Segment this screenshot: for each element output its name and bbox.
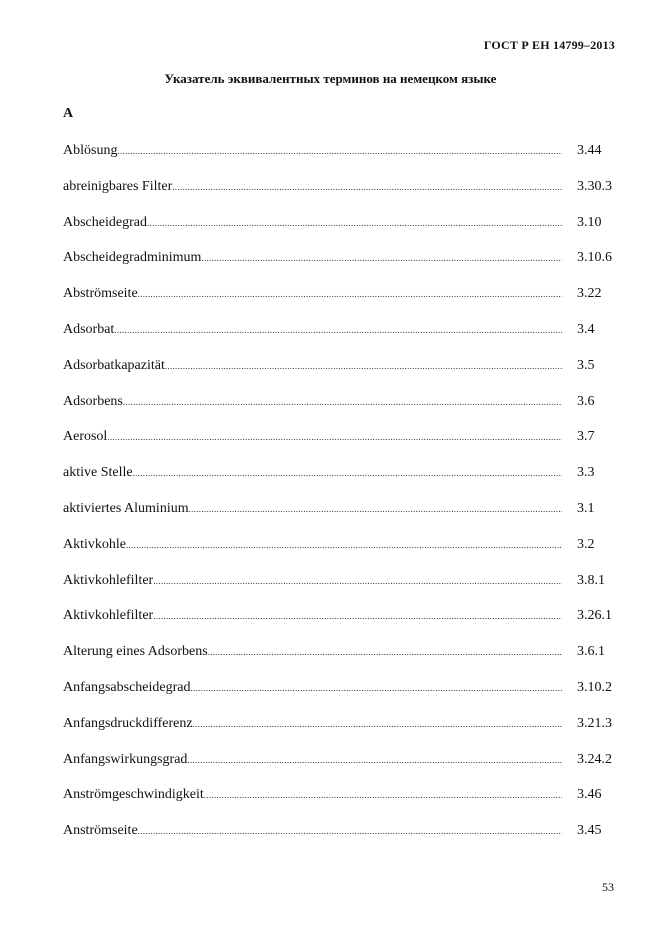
- index-entry: [63, 536, 623, 572]
- entry-reference: 3.30.3: [577, 178, 612, 194]
- entry-term: Anfangsdruckdifferenz: [63, 715, 193, 731]
- entry-reference: 3.26.1: [577, 608, 612, 624]
- dot-leader: [191, 679, 562, 697]
- dot-leader: [138, 285, 562, 303]
- index-entry: [63, 178, 623, 214]
- entry-term: Aktivkohlefilter: [63, 572, 154, 588]
- entry-term: Abscheidegradminimum: [63, 250, 202, 266]
- page-number: 53: [602, 880, 614, 894]
- dot-leader: [138, 822, 562, 840]
- entry-term: abreinigbares Filter: [63, 178, 173, 194]
- entry-reference: 3.44: [577, 143, 602, 158]
- index-entry: [63, 572, 623, 608]
- entry-term: Abströmseite: [63, 286, 138, 302]
- entry-reference: 3.46: [577, 787, 602, 803]
- index-entry: [63, 715, 623, 751]
- entry-reference: 3.10.6: [577, 250, 612, 266]
- entry-reference: 3.4: [577, 321, 595, 337]
- dot-leader: [208, 643, 562, 661]
- dot-leader: [187, 751, 562, 769]
- dot-leader: [107, 428, 562, 446]
- dot-leader: [189, 500, 562, 518]
- dot-leader: [147, 214, 562, 232]
- dot-leader: [133, 464, 562, 482]
- dot-leader: [114, 321, 562, 339]
- dot-leader: [201, 249, 562, 267]
- index-entry: [63, 428, 623, 464]
- dot-leader: [153, 572, 562, 590]
- entry-term: Anfangswirkungsgrad: [63, 751, 188, 767]
- index-entry: [63, 142, 623, 178]
- index-entry: [63, 679, 623, 715]
- entry-term: Abscheidegrad: [63, 214, 147, 230]
- index-entry: [63, 500, 623, 536]
- index-title: Указатель эквивалентных терминов на немецком языке: [164, 71, 497, 86]
- dot-leader: [153, 607, 562, 625]
- entry-reference: 3.24.2: [577, 751, 612, 767]
- entry-reference: 3.21.3: [577, 715, 612, 731]
- entry-term: Alterung eines Adsorbens: [63, 644, 208, 660]
- index-entry: [63, 357, 623, 393]
- index-entry: [63, 822, 623, 858]
- entry-reference: 3.8.1: [577, 572, 605, 588]
- index-entry: [63, 285, 623, 321]
- dot-leader: [126, 536, 562, 554]
- entry-reference: 3.3: [577, 465, 595, 481]
- entry-term: Aerosol: [63, 429, 108, 445]
- entry-reference: 3.45: [577, 823, 602, 839]
- entry-reference: 3.10.2: [577, 679, 612, 695]
- entry-term: Anströmseite: [63, 823, 138, 839]
- entry-reference: 3.7: [577, 429, 595, 445]
- dot-leader: [193, 715, 562, 733]
- entry-reference: 3.6.1: [577, 644, 605, 660]
- entry-term: Adsorbens: [63, 393, 123, 409]
- dot-leader: [117, 142, 562, 160]
- entry-term: Anfangsabscheidegrad: [63, 679, 191, 695]
- dot-leader: [165, 357, 562, 375]
- document-code: ГОСТ Р ЕН 14799–2013: [483, 38, 615, 52]
- entry-reference: 3.6: [577, 393, 595, 409]
- entry-reference: 3.22: [577, 286, 602, 302]
- entry-reference: 3.5: [577, 357, 595, 373]
- index-entry: [63, 786, 623, 822]
- entry-term: aktive Stelle: [63, 465, 133, 481]
- section-letter: A: [63, 106, 74, 121]
- term-index-list: [63, 142, 623, 858]
- index-entry: [63, 643, 623, 679]
- entry-reference: 3.2: [577, 536, 595, 552]
- entry-term: Adsorbatkapazität: [63, 357, 165, 373]
- entry-reference: 3.10: [577, 214, 602, 230]
- index-entry: [63, 751, 623, 787]
- entry-term: Ablösung: [63, 143, 118, 158]
- dot-leader: [204, 786, 562, 804]
- index-entry: [63, 214, 623, 250]
- index-entry: [63, 249, 623, 285]
- dot-leader: [172, 178, 562, 196]
- index-entry: [63, 607, 623, 643]
- entry-term: Adsorbat: [63, 321, 115, 337]
- index-entry: [63, 393, 623, 429]
- index-entry: [63, 321, 623, 357]
- entry-term: Aktivkohlefilter: [63, 608, 154, 624]
- entry-term: Aktivkohle: [63, 536, 126, 552]
- entry-term: aktiviertes Aluminium: [63, 500, 189, 516]
- entry-reference: 3.1: [577, 500, 595, 516]
- index-entry: [63, 464, 623, 500]
- dot-leader: [123, 393, 562, 411]
- entry-term: Anströmgeschwindigkeit: [63, 787, 204, 803]
